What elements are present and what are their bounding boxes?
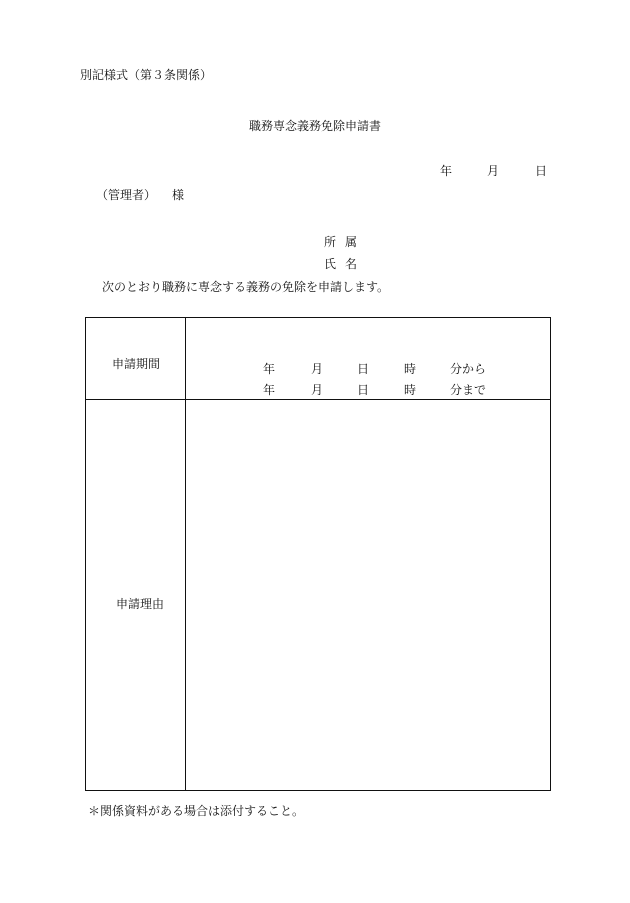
period-to-day: 日 [357, 383, 370, 397]
period-from-year: 年 [263, 362, 276, 376]
period-label: 申請期間 [112, 357, 161, 371]
period-to-suffix: 分まで [450, 383, 487, 397]
period-from-hour: 時 [404, 362, 417, 376]
date-month-unit: 月 [487, 164, 500, 178]
period-to-row [86, 381, 550, 397]
date-line [0, 162, 630, 178]
application-table [85, 317, 551, 791]
period-from-suffix: 分から [450, 362, 487, 376]
footnote: ＊関係資料がある場合は添付すること。 [88, 804, 305, 818]
addressee-honorific: 様 [172, 188, 185, 202]
document-title: 職務専念義務免除申請書 [248, 119, 381, 133]
addressee [96, 186, 185, 203]
table-row-divider [86, 399, 550, 400]
date-day-unit: 日 [535, 164, 548, 178]
name-label: 氏名 [324, 257, 367, 271]
reason-label: 申請理由 [116, 597, 165, 611]
addressee-recipient: （管理者） [96, 188, 157, 202]
date-year-unit: 年 [440, 164, 453, 178]
period-to-year: 年 [263, 383, 276, 397]
period-to-month: 月 [311, 383, 324, 397]
period-from-row [86, 360, 550, 376]
form-label: 別記様式（第３条関係） [80, 68, 213, 82]
period-to-hour: 時 [404, 383, 417, 397]
application-statement: 次のとおり職務に専念する義務の免除を申請します。 [102, 280, 390, 294]
affiliation-label: 所属 [324, 235, 367, 249]
period-from-month: 月 [311, 362, 324, 376]
period-from-day: 日 [357, 362, 370, 376]
